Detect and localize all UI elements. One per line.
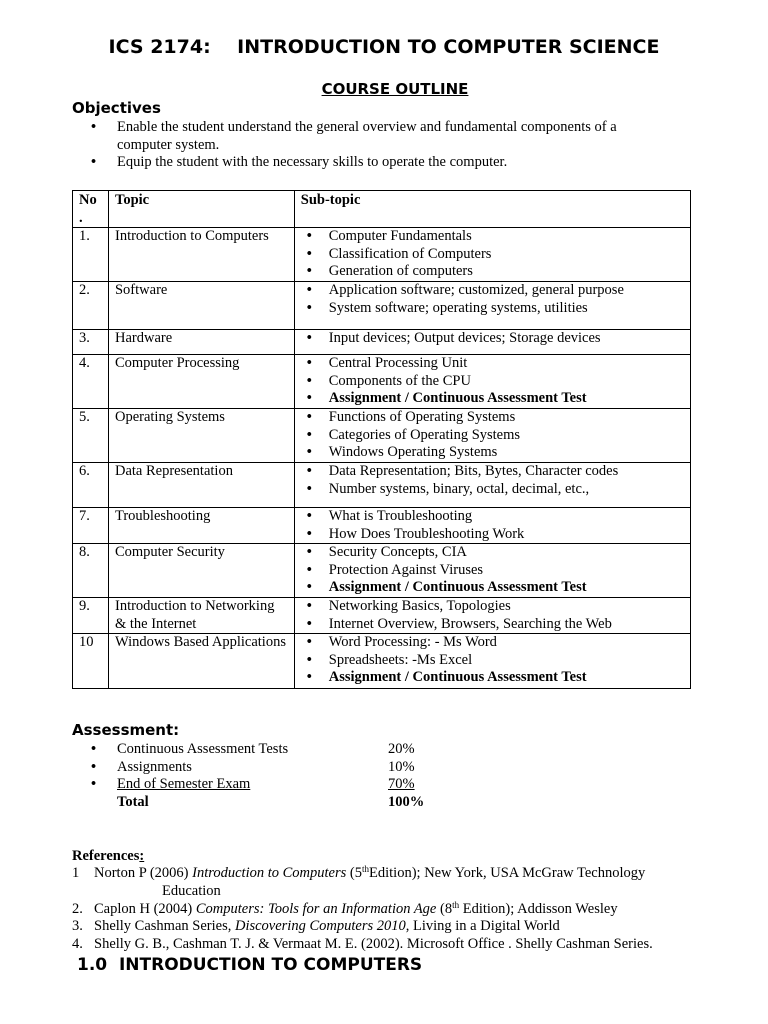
subtopic-item-assignment: • Assignment / Continuous Assessment Test (301, 390, 684, 408)
references-list (72, 865, 712, 954)
document-title: ICS 2174: INTRODUCTION TO COMPUTER SCIENCE (108, 36, 660, 58)
table-row (73, 355, 691, 409)
row-subtopics (294, 598, 690, 634)
subtopic-item: • Application software; customized, general purpose (301, 282, 684, 300)
reference-number: 4. (72, 936, 83, 953)
row-number: 1. (73, 228, 109, 282)
course-outline-heading: COURSE OUTLINE (321, 80, 469, 98)
row-number: 2. (73, 282, 109, 330)
reference-number: 2. (72, 900, 83, 917)
reference-authors: Norton P (2006) (94, 865, 193, 881)
row-topic: Data Representation (108, 463, 294, 508)
row-subtopics (294, 508, 690, 544)
reference-publisher: , Living in a Digital World (405, 918, 560, 935)
objectives-heading: Objectives (72, 99, 161, 117)
subtopic-item: • Spreadsheets: -Ms Excel (301, 652, 684, 670)
table-row (73, 463, 691, 508)
subtopic-item: • Protection Against Viruses (301, 562, 684, 580)
table-row (73, 598, 691, 634)
table-row (73, 228, 691, 282)
section-heading: 1.0 INTRODUCTION TO COMPUTERS (77, 955, 423, 975)
row-number: 9. (73, 598, 109, 634)
row-subtopics (294, 634, 690, 689)
reference-title: Introduction to Computers (192, 865, 347, 881)
assessment-value: 10% (388, 758, 415, 775)
reference-text: Shelly G. B., Cashman T. J. & Vermaat M. E. (2002). Microsoft Office . Shelly Cashman Series. (94, 936, 653, 953)
reference-number: 1 (72, 865, 80, 881)
table-row (73, 508, 691, 544)
row-subtopics (294, 544, 690, 598)
row-subtopics (294, 282, 690, 330)
reference-number: 3. (72, 918, 83, 935)
assessment-list (72, 741, 572, 812)
assessment-label: Continuous Assessment Tests (117, 741, 289, 757)
row-number: 4. (73, 355, 109, 409)
assessment-item: • Assignments 10% (91, 758, 415, 775)
subtopic-item: • System software; operating systems, utilities (301, 300, 684, 318)
header-no (73, 191, 109, 228)
subtopic-item: • Computer Fundamentals (301, 228, 684, 246)
reference-item (72, 936, 712, 954)
subtopic-item: • Security Concepts, CIA (301, 544, 684, 562)
assessment-value: 20% (388, 741, 415, 757)
row-number: 6. (73, 463, 109, 508)
reference-authors: Shelly Cashman Series, (94, 918, 235, 935)
row-topic: Computer Security (108, 544, 294, 598)
objectives-list (72, 119, 672, 172)
table-header-row (73, 191, 691, 228)
reference-item (72, 865, 712, 901)
subtopic-item-assignment: • Assignment / Continuous Assessment Test (301, 669, 684, 687)
reference-authors: Caplon H (2004) (94, 900, 196, 917)
table-row (73, 634, 691, 689)
header-subtopic: Sub-topic (294, 191, 690, 228)
subtopic-item: • Data Representation; Bits, Bytes, Character codes (301, 463, 684, 481)
row-number: 8. (73, 544, 109, 598)
subtopic-item: • Classification of Computers (301, 246, 684, 264)
row-topic: Software (108, 282, 294, 330)
reference-item (72, 918, 712, 936)
reference-edition: (8 (436, 900, 453, 917)
reference-publisher: Edition); Addisson Wesley (459, 900, 618, 917)
subtopic-item: • What is Troubleshooting (301, 508, 684, 526)
reference-continuation: Education (162, 882, 221, 899)
assessment-item: • Continuous Assessment Tests 20% (91, 741, 415, 757)
objective-item: • Equip the student with the necessary skills to operate the computer. (72, 154, 672, 172)
row-number: 5. (73, 409, 109, 463)
references-heading-colon: : (139, 848, 145, 864)
row-topic: Hardware (108, 330, 294, 355)
subtopic-item: • Functions of Operating Systems (301, 409, 684, 427)
assessment-label: End of Semester Exam (117, 776, 251, 793)
reference-publisher: Edition); New York, USA McGraw Technology (369, 865, 646, 881)
row-topic: Computer Processing (108, 355, 294, 409)
row-topic: Windows Based Applications (108, 634, 294, 689)
row-subtopics (294, 330, 690, 355)
header-no-text-2: . (79, 209, 83, 226)
row-subtopics (294, 409, 690, 463)
assessment-heading: Assessment: (72, 721, 180, 739)
reference-edition-sup: th (452, 899, 460, 910)
assessment-total-label: Total (117, 794, 149, 811)
subtopic-item: • Generation of computers (301, 263, 684, 281)
reference-edition: (5 (346, 865, 362, 881)
reference-title: Discovering Computers 2010 (234, 918, 406, 935)
row-topic: Introduction to Networking & the Internet (108, 598, 294, 634)
references-heading-text: References (72, 848, 140, 864)
row-number: 7. (73, 508, 109, 544)
table-row (73, 544, 691, 598)
row-number: 10 (73, 634, 109, 689)
subtopic-item: • Input devices; Output devices; Storage devices (301, 330, 684, 348)
course-topics-table (72, 190, 691, 689)
row-topic: Introduction to Computers (108, 228, 294, 282)
assessment-value: 70% (388, 776, 415, 793)
row-topic: Troubleshooting (108, 508, 294, 544)
subtopic-item: • Word Processing: - Ms Word (301, 634, 684, 652)
subtopic-item: • How Does Troubleshooting Work (301, 526, 684, 544)
objective-item: • Enable the student understand the general overview and fundamental components of a computer system. (72, 119, 672, 154)
assessment-total (72, 794, 572, 812)
reference-edition-sup: th (362, 864, 370, 874)
subtopic-item: • Windows Operating Systems (301, 444, 684, 462)
row-subtopics (294, 228, 690, 282)
subtopic-item: • Components of the CPU (301, 373, 684, 391)
row-subtopics (294, 463, 690, 508)
subtopic-item: • Central Processing Unit (301, 355, 684, 373)
row-number: 3. (73, 330, 109, 355)
table-row (73, 330, 691, 355)
assessment-item: • End of Semester Exam 70% (91, 776, 415, 793)
references-heading (72, 848, 144, 865)
subtopic-item-assignment: • Assignment / Continuous Assessment Test (301, 579, 684, 597)
subtopic-item: • Internet Overview, Browsers, Searching the Web (301, 616, 684, 634)
table-row (73, 282, 691, 330)
reference-title: Computers: Tools for an Information Age (195, 900, 437, 917)
subtopic-item: • Number systems, binary, octal, decimal, etc., (301, 481, 684, 499)
reference-item (72, 901, 712, 919)
header-no-text: No (79, 192, 97, 208)
subtopic-item: • Categories of Operating Systems (301, 427, 684, 445)
table-row (73, 409, 691, 463)
row-topic: Operating Systems (108, 409, 294, 463)
row-subtopics (294, 355, 690, 409)
subtopic-item: • Networking Basics, Topologies (301, 598, 684, 616)
header-topic: Topic (108, 191, 294, 228)
assessment-total-value: 100% (388, 794, 425, 811)
assessment-label: Assignments (117, 758, 192, 775)
